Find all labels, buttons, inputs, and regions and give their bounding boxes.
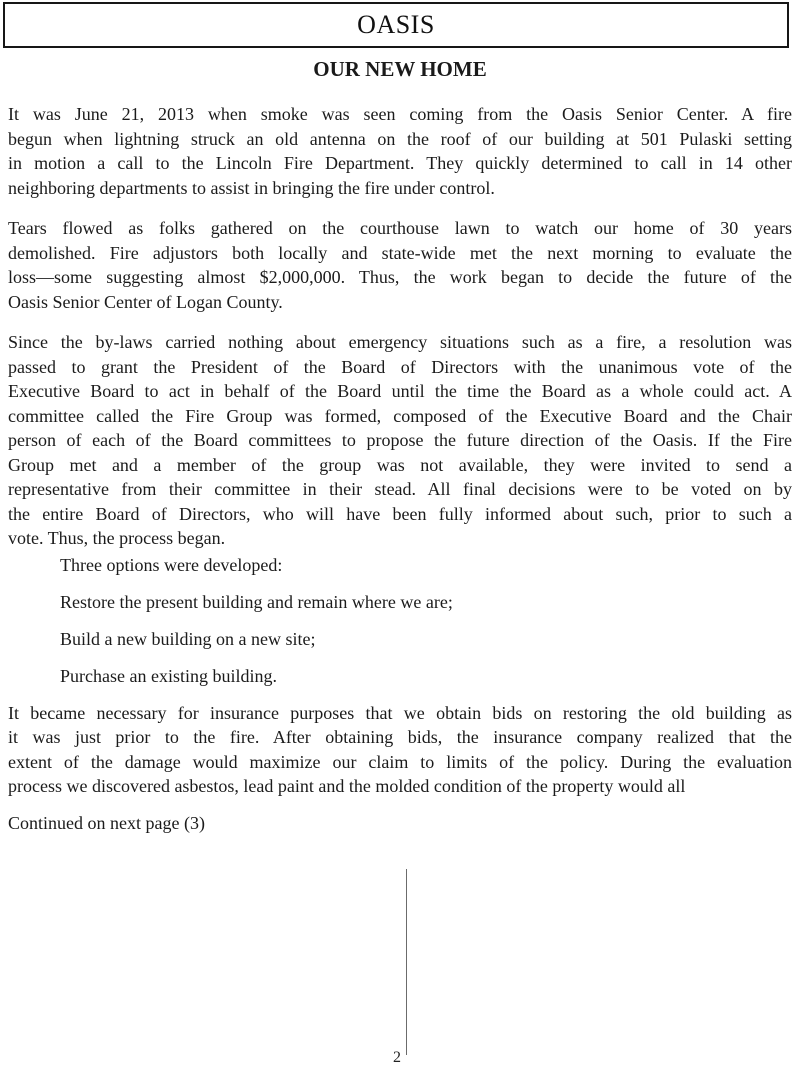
text-line: demolished. Fire adjustors both locally and state-wide met the next morning to evaluate the (8, 242, 792, 263)
text-line: committee called the Fire Group was formed, composed of the Executive Board and the Chair (8, 405, 792, 426)
option-item: Restore the present building and remain where we are; (60, 591, 453, 612)
text-line: It became necessary for insurance purposes that we obtain bids on restoring the old building as (8, 702, 792, 723)
text-line: the entire Board of Directors, who will have been fully informed about such, prior to such a (8, 503, 792, 524)
text-line: It was June 21, 2013 when smoke was seen coming from the Oasis Senior Center. A fire (8, 104, 792, 124)
article-body (8, 102, 792, 835)
text-line: loss—some suggesting almost $2,000,000. Thus, the work began to decide the future of the (8, 267, 792, 287)
paragraph (8, 701, 792, 799)
text-line: representative from their committee in their stead. All final decisions were to be voted on by (8, 479, 792, 499)
options-list (8, 553, 792, 689)
paragraph (8, 330, 792, 551)
text-line: begun when lightning struck an old antenna on the roof of our building at 501 Pulaski setting (8, 128, 792, 149)
text-line: passed to grant the President of the Board of Directors with the unanimous vote of the (8, 356, 792, 377)
text-line: Group met and a member of the group was not available, they were invited to send a (8, 454, 792, 475)
text-line: neighboring departments to assist in bringing the fire under control. (8, 177, 495, 198)
text-line: person of each of the Board committees to propose the future direction of the Oasis. If the Fire (8, 430, 792, 450)
masthead-title: OASIS (357, 10, 435, 39)
text-line: Oasis Senior Center of Logan County. (8, 291, 283, 312)
paragraph (8, 216, 792, 314)
text-line: it was just prior to the fire. After obtaining bids, the insurance company realized that the (8, 727, 792, 747)
column-divider-line (406, 869, 407, 1055)
text-line: process we discovered asbestos, lead paint and the molded condition of the property would all (8, 776, 686, 796)
continued-note: Continued on next page (3) (8, 812, 205, 833)
text-line: Executive Board to act in behalf of the Board until the time the Board as a whole could act. A (8, 381, 792, 401)
text-line: extent of the damage would maximize our claim to limits of the policy. During the evaluation (8, 751, 792, 772)
option-item: Three options were developed: (60, 554, 283, 575)
text-line: in motion a call to the Lincoln Fire Department. They quickly determined to call in 14 other (8, 153, 792, 173)
text-line: vote. Thus, the process began. (8, 528, 226, 548)
page-number: 2 (393, 1049, 401, 1066)
paragraph (8, 102, 792, 200)
option-item: Build a new building on a new site; (60, 628, 316, 649)
body-paragraphs-bottom (8, 701, 792, 799)
body-paragraphs-top (8, 102, 792, 551)
text-line: Since the by-laws carried nothing about emergency situations such as a fire, a resolution was (8, 332, 792, 352)
text-line: Tears flowed as folks gathered on the courthouse lawn to watch our home of 30 years (8, 218, 792, 238)
masthead-box (3, 2, 789, 48)
option-item: Purchase an existing building. (60, 665, 277, 686)
page-heading: OUR NEW HOME (313, 57, 487, 81)
